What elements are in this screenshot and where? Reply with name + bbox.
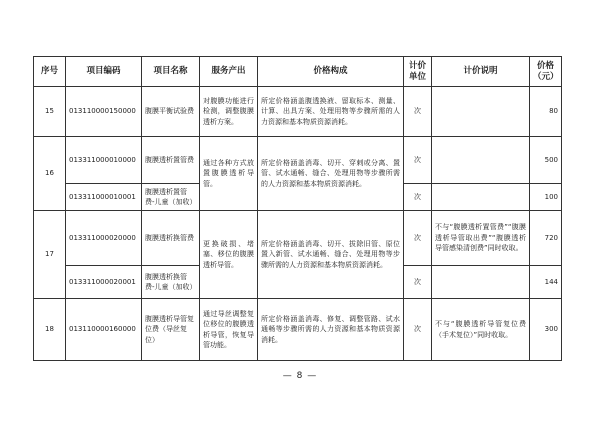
- table-row: [34, 87, 562, 137]
- cell-unit: 次: [404, 211, 432, 266]
- cell-code: 013110000150000: [66, 87, 142, 137]
- header-name: 项目名称: [142, 57, 200, 87]
- cell-output: 通过导丝调整复位移位的腹膜透析导管，恢复导管功能。: [200, 299, 258, 361]
- cell-name: 腹膜平衡试验费: [142, 87, 200, 137]
- cell-name: 腹膜透析换管费: [142, 211, 200, 266]
- cell-price: 300: [530, 299, 562, 361]
- cell-note: 不与“腹膜透析置管费”“腹膜透析导管取出费”“腹膜透析导管感染清创费”同时收取。: [432, 211, 530, 266]
- table-row: [34, 137, 562, 184]
- cell-content: 所定价格涵盖消毒、切开、穿刺或分离、置管、试水通畅、缝合、处理用物等步骤所需的人力资源和基本物质资源消耗。: [258, 137, 404, 211]
- cell-price: 80: [530, 87, 562, 137]
- cell-output: 对腹膜功能进行检测，调整腹膜透析方案。: [200, 87, 258, 137]
- cell-price: 500: [530, 137, 562, 184]
- cell-code: 013311000020001: [66, 266, 142, 299]
- header-price: 价格（元）: [530, 57, 562, 87]
- cell-price: 144: [530, 266, 562, 299]
- cell-unit: 次: [404, 87, 432, 137]
- table-row: [34, 211, 562, 266]
- cell-code: 013311000010001: [66, 184, 142, 211]
- pricing-table: [33, 56, 562, 361]
- cell-seq: 16: [34, 137, 66, 211]
- cell-note: [432, 87, 530, 137]
- cell-note: 不与“腹膜透析导管复位费（手术复位）”同时收取。: [432, 299, 530, 361]
- cell-price: 720: [530, 211, 562, 266]
- cell-unit: 次: [404, 299, 432, 361]
- cell-seq: 15: [34, 87, 66, 137]
- cell-content: 所定价格涵盖消毒、修复、调整管路、试水通畅等步骤所需的人力资源和基本物质资源消耗。: [258, 299, 404, 361]
- cell-name: 腹膜透析置管费-儿童（加收）: [142, 184, 200, 211]
- cell-name: 腹膜透析置管费: [142, 137, 200, 184]
- header-output: 服务产出: [200, 57, 258, 87]
- cell-seq: 18: [34, 299, 66, 361]
- cell-name: 腹膜透析导管复位费（导丝复位）: [142, 299, 200, 361]
- cell-price: 100: [530, 184, 562, 211]
- table-row: [34, 299, 562, 361]
- cell-unit: 次: [404, 184, 432, 211]
- header-content: 价格构成: [258, 57, 404, 87]
- cell-note: [432, 266, 530, 299]
- cell-unit: 次: [404, 137, 432, 184]
- cell-note: [432, 184, 530, 211]
- cell-content: 所定价格涵盖腹透换液、留取标本、测量、计算、出具方案、处理用物等步骤所需的人力资源和基本物质资源消耗。: [258, 87, 404, 137]
- cell-note: [432, 137, 530, 184]
- cell-output: 更换破损、堵塞、移位的腹膜透析导管。: [200, 211, 258, 299]
- page-number: — 8 —: [282, 371, 318, 381]
- cell-code: 013311000020000: [66, 211, 142, 266]
- cell-output: 通过各种方式放置腹膜透析导管。: [200, 137, 258, 211]
- cell-name: 腹膜透析换管费-儿童（加收）: [142, 266, 200, 299]
- cell-code: 013311000010000: [66, 137, 142, 184]
- cell-content: 所定价格涵盖消毒、切开、拔除旧管、原位置入新管、试水通畅、缝合、处理用物等步骤所需的人力资源和基本物质资源消耗。: [258, 211, 404, 299]
- header-note: 计价说明: [432, 57, 530, 87]
- table-header-row: [34, 57, 562, 87]
- cell-unit: 次: [404, 266, 432, 299]
- header-unit: 计价单位: [404, 57, 432, 87]
- cell-seq: 17: [34, 211, 66, 299]
- header-code: 项目编码: [66, 57, 142, 87]
- cell-code: 013110000160000: [66, 299, 142, 361]
- header-seq: 序号: [34, 57, 66, 87]
